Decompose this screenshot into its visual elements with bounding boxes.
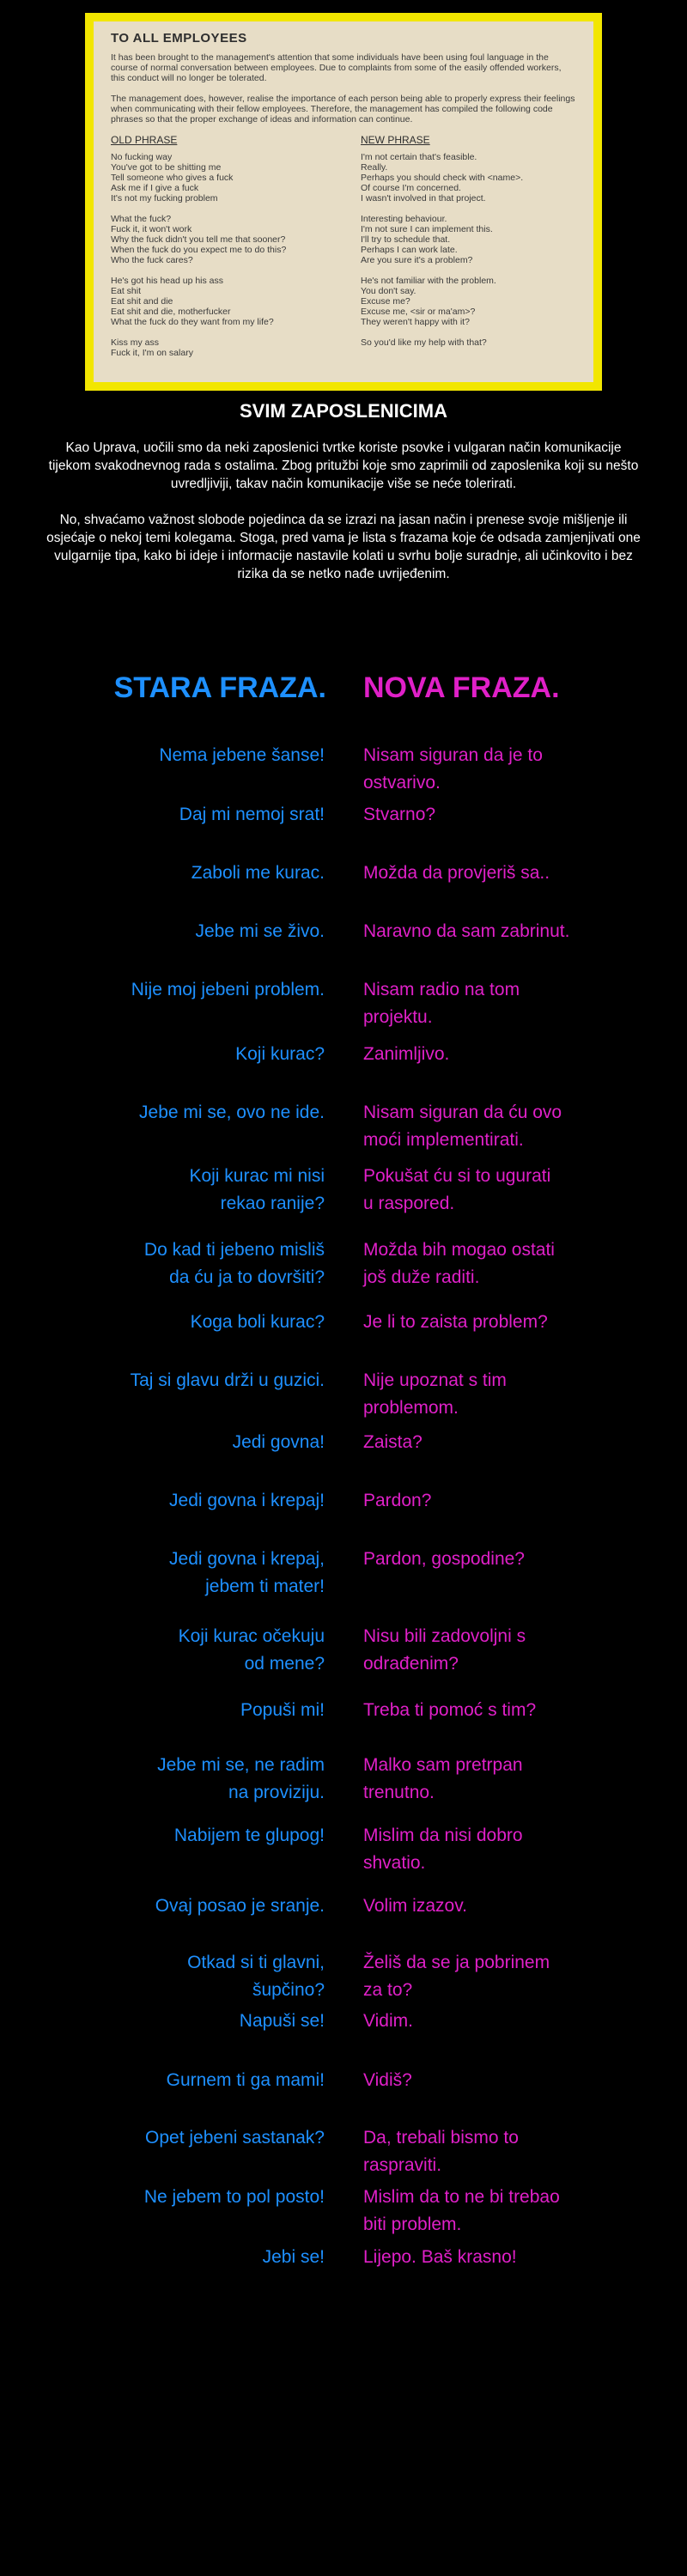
new-phrase: Nije upoznat s tim problemom.: [363, 1370, 507, 1418]
memo-phrase-group: [111, 214, 326, 265]
new-phrase: Vidiš?: [363, 2070, 412, 2090]
memo-title: TO ALL EMPLOYEES: [111, 31, 247, 46]
memo-phrase: I wasn't involved in that project.: [361, 193, 486, 204]
memo-phrase: No fucking way: [111, 152, 173, 162]
memo-phrase: It's not my fucking problem: [111, 193, 218, 204]
old-phrase: Nabijem te glupog!: [173, 1826, 325, 1845]
memo-photo: [85, 13, 602, 391]
old-phrase: Ovaj posao je sranje.: [155, 1896, 325, 1916]
memo-paper: [94, 21, 593, 382]
new-phrase: Treba ti pomoć s tim?: [363, 1700, 537, 1720]
memo-phrase-group: [361, 337, 576, 348]
memo-phrase: Ask me if I give a fuck: [111, 183, 199, 193]
memo-phrase: What the fuck?: [111, 214, 172, 224]
memo-phrase: Fuck it, I'm on salary: [111, 348, 193, 358]
new-phrase: Nisam radio na tom projektu.: [363, 980, 520, 1027]
memo-phrase: Eat shit and die, motherfucker: [111, 307, 231, 317]
old-phrase: Jedi govna!: [232, 1432, 325, 1452]
memo-phrase: Excuse me, <sir or ma'am>?: [361, 307, 476, 317]
memo-phrase-group: [111, 152, 326, 204]
memo-phrase: So you'd like my help with that?: [361, 337, 487, 348]
memo-phrase: He's got his head up his ass: [111, 276, 223, 286]
new-phrase: Želiš da se ja pobrinem za to?: [363, 1953, 550, 2000]
page-heading: SVIM ZAPOSLENICIMA: [239, 400, 447, 422]
memo-old-header: OLD PHRASE: [111, 134, 178, 146]
memo-phrase: Eat shit: [111, 286, 142, 296]
memo-phrase: Excuse me?: [361, 296, 410, 307]
new-phrase: Pardon?: [363, 1491, 432, 1510]
old-phrase: Koga boli kurac?: [190, 1312, 325, 1332]
new-phrase: Zaista?: [363, 1432, 423, 1452]
memo-phrase-group: [361, 214, 576, 265]
memo-para-1: It has been brought to the management's attention that some individuals have been using foul language in the course of normal conversation between employees. Due to complaints from some of the easily offended workers, this conduct will no longer be tolerated.: [111, 52, 562, 83]
memo-phrase: Perhaps you should check with <name>.: [361, 173, 524, 183]
memo-phrase-group: [111, 337, 326, 358]
new-phrase: Naravno da sam zabrinut.: [363, 921, 570, 941]
memo-phrase: What the fuck do they want from my life?: [111, 317, 274, 327]
old-phrase: Zaboli me kurac.: [191, 863, 325, 883]
new-phrase: Nisam siguran da je to ostvarivo.: [363, 745, 543, 793]
memo-phrase: Tell someone who gives a fuck: [111, 173, 234, 183]
memo-phrase: Interesting behaviour.: [361, 214, 447, 224]
old-phrase-header: STARA FRAZA.: [113, 671, 326, 704]
new-phrase: Lijepo. Baš krasno!: [363, 2247, 517, 2267]
old-phrase: Ne jebem to pol posto!: [143, 2187, 325, 2207]
new-phrase: Pokušat ću si to ugurati u raspored.: [363, 1166, 551, 1213]
memo-phrase: Eat shit and die: [111, 296, 173, 307]
old-phrase: Jebi se!: [262, 2247, 325, 2267]
memo-phrase: Fuck it, it won't work: [111, 224, 192, 234]
memo-phrase: He's not familiar with the problem.: [361, 276, 496, 286]
memo-phrase-group: [361, 152, 576, 204]
old-phrase: Daj mi nemoj srat!: [179, 805, 325, 824]
new-phrase: Da, trebali bismo to raspraviti.: [363, 2128, 519, 2175]
old-phrase: Jebe mi se, ne radim na proviziju.: [157, 1755, 325, 1802]
old-phrase: Koji kurac očekuju od mene?: [178, 1626, 325, 1674]
old-phrase: Koji kurac?: [235, 1044, 325, 1064]
memo-phrase: When the fuck do you expect me to do this?: [111, 245, 287, 255]
old-phrase: Jebe mi se živo.: [195, 921, 325, 941]
old-phrase: Opet jebeni sastanak?: [145, 2128, 325, 2148]
new-phrase: Možda bih mogao ostati još duže raditi.: [363, 1240, 555, 1287]
new-phrase: Nisu bili zadovoljni s odrađenim?: [363, 1626, 526, 1674]
memo-new-column: [361, 135, 576, 368]
memo-phrase: I'm not sure I can implement this.: [361, 224, 493, 234]
old-phrase: Nije moj jebeni problem.: [131, 980, 325, 999]
memo-phrase: You don't say.: [361, 286, 416, 296]
new-phrase: Stvarno?: [363, 805, 436, 824]
old-phrase: Taj si glavu drži u guzici.: [130, 1370, 325, 1390]
new-phrase: Vidim.: [363, 2011, 413, 2031]
old-phrase: Popuši mi!: [240, 1700, 325, 1720]
new-phrase: Možda da provjeriš sa..: [363, 863, 550, 883]
memo-phrase-group: [361, 276, 576, 327]
old-phrase: Napuši se!: [239, 2011, 325, 2031]
memo-phrase: Perhaps I can work late.: [361, 245, 458, 255]
old-phrase: Do kad ti jebeno misliš da ću ja to dovršiti?: [143, 1240, 325, 1287]
old-phrase: Jedi govna i krepaj, jebem ti mater!: [169, 1549, 325, 1596]
new-phrase: Volim izazov.: [363, 1896, 467, 1916]
new-phrase: Pardon, gospodine?: [363, 1549, 525, 1569]
intro-text: [43, 439, 644, 601]
intro-paragraph-1: Kao Uprava, uočili smo da neki zaposlenici tvrtke koriste psovke i vulgaran način komunikacije tijekom svakodnevnog rada s ostalima. Zbog pritužbi koje smo zaprimili od zaposlenika koji su nešto uvredljiviji, takav način komunikacije više se neće tolerirati.: [48, 440, 639, 491]
memo-phrase: I'm not certain that's feasible.: [361, 152, 477, 162]
new-phrase: Zanimljivo.: [363, 1044, 450, 1064]
memo-phrase: They weren't happy with it?: [361, 317, 470, 327]
memo-phrase: You've got to be shitting me: [111, 162, 222, 173]
old-phrase: Nema jebene šanse!: [159, 745, 325, 765]
memo-phrase: Kiss my ass: [111, 337, 160, 348]
memo-phrase: Are you sure it's a problem?: [361, 255, 473, 265]
old-phrase: Jebe mi se, ovo ne ide.: [139, 1103, 325, 1122]
memo-phrase: Really.: [361, 162, 388, 173]
new-phrase-header: NOVA FRAZA.: [363, 671, 560, 704]
memo-phrase: Why the fuck didn't you tell me that sooner?: [111, 234, 286, 245]
memo-phrase-group: [111, 276, 326, 327]
new-phrase: Nisam siguran da ću ovo moći implementirati.: [363, 1103, 562, 1150]
memo-phrase: I'll try to schedule that.: [361, 234, 451, 245]
old-phrase: Koji kurac mi nisi rekao ranije?: [189, 1166, 325, 1213]
intro-paragraph-2: No, shvaćamo važnost slobode pojedinca da se izrazi na jasan način i prenese svoje mišljenje ili osjećaje o nekoj temi kolegama. Stoga, pred vama je lista s frazama koje će odsada zamjenjivati one vulgarnije tipa, kako bi ideje i informacije nastavile kolati u svrhu bolje suradnje, ali učinkovito i bez rizika da se netko nađe uvrijeđenim.: [46, 513, 641, 581]
old-phrase: Gurnem ti ga mami!: [166, 2070, 325, 2090]
memo-new-header: NEW PHRASE: [361, 134, 430, 146]
memo-para-2: The management does, however, realise the importance of each person being able to properly express their feelings when communicating with their fellow employees. Therefore, the management has compiled the following code phrases so that the proper exchange of ideas and information can continue.: [111, 94, 575, 125]
new-phrase: Mislim da nisi dobro shvatio.: [363, 1826, 523, 1873]
memo-old-column: [111, 135, 326, 368]
new-phrase: Mislim da to ne bi trebao biti problem.: [363, 2187, 560, 2234]
old-phrase: Otkad si ti glavni, šupčino?: [187, 1953, 325, 2000]
memo-phrase: Of course I'm concerned.: [361, 183, 461, 193]
new-phrase: Malko sam pretrpan trenutno.: [363, 1755, 523, 1802]
memo-phrase: Who the fuck cares?: [111, 255, 193, 265]
old-phrase: Jedi govna i krepaj!: [169, 1491, 325, 1510]
new-phrase: Je li to zaista problem?: [363, 1312, 548, 1332]
